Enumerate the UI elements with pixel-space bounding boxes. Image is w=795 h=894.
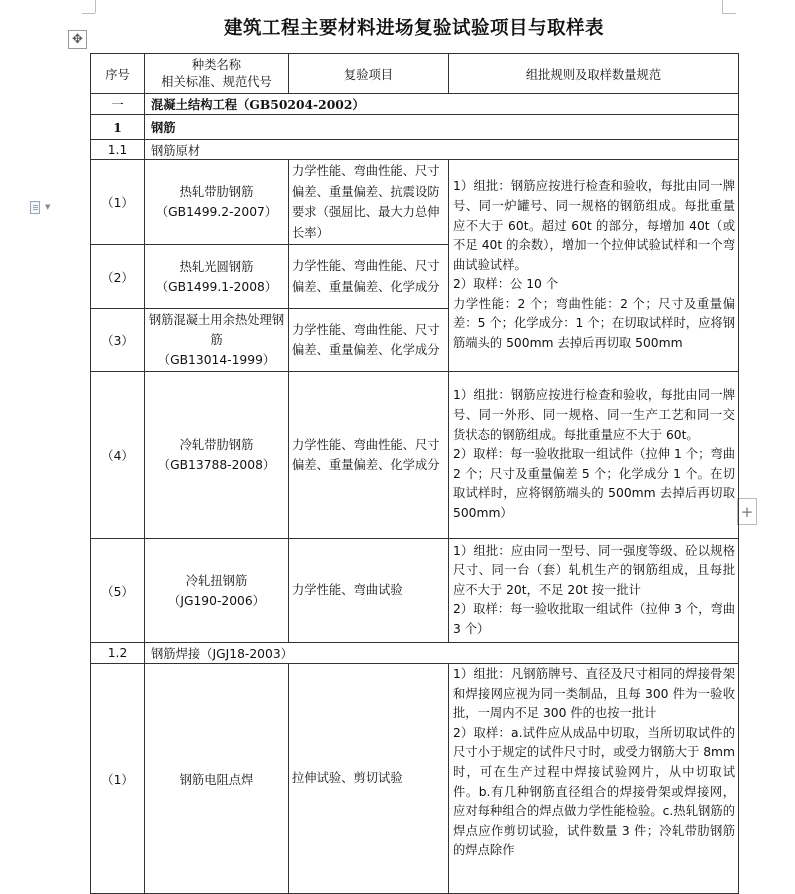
row-tests: 力学性能、弯曲性能、尺寸偏差、重量偏差、化学成分 xyxy=(289,309,449,372)
row-name xyxy=(145,245,289,309)
subsection-row xyxy=(91,140,739,160)
page-corner-mark xyxy=(95,0,96,13)
chevron-down-icon[interactable]: ▼ xyxy=(45,203,51,211)
row-tests: 力学性能、弯曲性能、尺寸偏差、重量偏差、抗震设防要求（强屈比、最大力总伸长率） xyxy=(289,160,449,245)
rules-paragraph: 1）组批：应由同一型号、同一强度等级、砼以规格尺寸、同一台（套）轧机生产的钢筋组成，且每批应不大于 20t，不足 20t 按一批计 xyxy=(453,543,735,597)
rules-paragraph: 2）取样：每一验收批取一组试件（拉伸 3 个，弯曲 3 个） xyxy=(453,602,735,636)
header-category-line1: 种类名称 xyxy=(191,57,242,72)
header-rules: 组批规则及取样数量规范 xyxy=(449,54,739,94)
subsection-seq: 1.1 xyxy=(91,140,145,160)
row-seq: （4） xyxy=(91,372,145,539)
row-name xyxy=(145,539,289,643)
row-rules xyxy=(449,372,739,539)
material-standard: （GB13788-2008） xyxy=(157,458,276,472)
row-name: 钢筋电阻点焊 xyxy=(145,664,289,894)
add-column-icon[interactable]: + xyxy=(737,498,757,525)
rules-paragraph: 1）组批：凡钢筋牌号、直径及尺寸相同的焊接骨架和焊接网应视为同一类制品，且每 300 件为一验收批，一周内不足 300 件的也按一批计 xyxy=(453,667,735,721)
document-options-icon[interactable] xyxy=(30,201,40,214)
rules-paragraph: 力学性能：2 个；弯曲性能：2 个；尺寸及重量偏差：5 个；化学成分：1 个；在切取试样时，应将钢筋端头的 500mm 去掉后再切取 500mm xyxy=(453,296,735,351)
row-seq: （1） xyxy=(91,664,145,894)
subsection-row xyxy=(91,643,739,664)
row-tests: 力学性能、弯曲性能、尺寸偏差、重量偏差、化学成分 xyxy=(289,372,449,539)
row-seq: （3） xyxy=(91,309,145,372)
section-row xyxy=(91,94,739,115)
row-name xyxy=(145,160,289,245)
row-rules xyxy=(449,664,739,894)
table-header-row xyxy=(91,54,739,94)
material-name: 钢筋混凝土用余热处理钢筋 xyxy=(148,313,285,347)
section-label: 混凝土结构工程（GB50204-2002） xyxy=(145,94,739,115)
subsection-seq: 1.2 xyxy=(91,643,145,664)
rules-paragraph: 2）取样：公 10 个 xyxy=(453,277,559,292)
rules-paragraph: 1）组批：钢筋应按进行检查和验收，每批由同一牌号、同一外形、同一规格、同一生产工艺和同一交货状态的钢筋组成。每批重量应不大于 60t。 xyxy=(453,388,735,442)
row-seq: （1） xyxy=(91,160,145,245)
rules-paragraph: 2）取样：每一验收批取一组试件（拉伸 1 个；弯曲 2 个；尺寸及重量偏差 5 个；化学成分 1 个。在切取试样时，应将钢筋端头的 500mm 去掉后再切取 500mm） xyxy=(453,447,735,520)
material-name: 热轧带肋钢筋 xyxy=(179,185,254,199)
header-seq: 序号 xyxy=(91,54,145,94)
table-row xyxy=(91,160,739,245)
subsection-label: 钢筋焊接（JGJ18-2003） xyxy=(145,643,739,664)
group-label: 钢筋 xyxy=(145,115,739,140)
row-rules xyxy=(449,539,739,643)
group-row xyxy=(91,115,739,140)
header-category xyxy=(145,54,289,94)
table-row xyxy=(91,372,739,539)
row-tests: 力学性能、弯曲性能、尺寸偏差、重量偏差、化学成分 xyxy=(289,245,449,309)
row-name xyxy=(145,372,289,539)
table-row xyxy=(91,539,739,643)
page-corner-mark xyxy=(722,0,723,13)
material-standard: （JG190-2006） xyxy=(168,593,265,608)
material-standard: （GB1499.2-2007） xyxy=(155,205,278,219)
material-name: 冷轧带肋钢筋 xyxy=(179,438,254,452)
table-row xyxy=(91,664,739,894)
header-category-line2: 相关标准、规范代号 xyxy=(161,74,272,89)
document-title: 建筑工程主要材料进场复验试验项目与取样表 xyxy=(223,18,604,39)
material-standard: （GB1499.1-2008） xyxy=(155,279,278,294)
row-seq: （2） xyxy=(91,245,145,309)
row-rules xyxy=(449,160,739,372)
table-move-handle-icon[interactable]: ✥ xyxy=(68,30,87,49)
section-seq: 一 xyxy=(91,94,145,115)
materials-table xyxy=(90,53,739,894)
rules-paragraph: 2）取样：a.试件应从成品中切取，当所切取试件的尺寸小于规定的试件尺寸时，或受力钢筋大于 8mm 时，可在生产过程中焊接试验网片，从中切取试件。b.有几种钢筋直径组合的焊接骨架或焊接网，应对每种组合的焊点做力学性能检验。c.热轧钢筋的焊点应作剪切试验，试件数量 3 件；冷轧带肋钢筋的焊点除作 xyxy=(453,725,735,858)
row-tests: 拉伸试验、剪切试验 xyxy=(289,664,449,894)
material-standard: （GB13014-1999） xyxy=(157,353,276,367)
subsection-label: 钢筋原材 xyxy=(145,140,739,160)
row-tests: 力学性能、弯曲试验 xyxy=(289,539,449,643)
row-name xyxy=(145,309,289,372)
group-seq: 1 xyxy=(91,115,145,140)
rules-paragraph: 1）组批：钢筋应按进行检查和验收，每批由同一牌号、同一炉罐号、同一规格的钢筋组成。每批重量应不大于 60t。超过 60t 的部分，每增加 40t（或不足 40t 的余数），增加一个拉伸试验试样和一个弯曲试验试样。 xyxy=(453,179,735,272)
row-seq: （5） xyxy=(91,539,145,643)
material-name: 热轧光圆钢筋 xyxy=(179,259,254,274)
material-name: 冷轧扭钢筋 xyxy=(185,573,248,588)
header-tests: 复验项目 xyxy=(289,54,449,94)
